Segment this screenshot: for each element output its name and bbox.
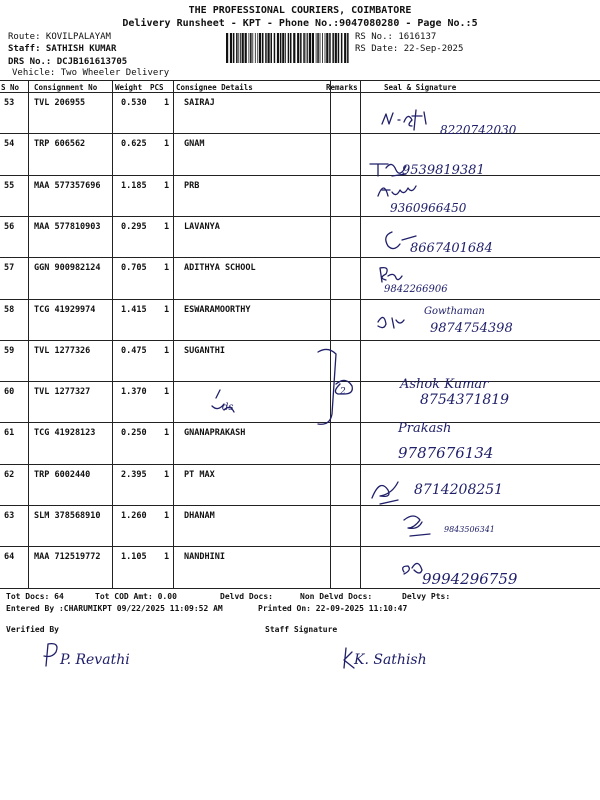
consignment-cell: TVL 206955 (34, 98, 86, 108)
weight-cell: 0.530 (121, 98, 147, 108)
signature-row-56 (386, 232, 493, 256)
consignee-cell: PT MAX (184, 469, 215, 480)
weight-cell: 1.370 (121, 387, 147, 398)
handwritten-name-row-61: Prakash (398, 421, 452, 436)
consignee-cell: ADITHYA SCHOOL (184, 263, 256, 274)
entered-by: Entered By :CHARUMIKPT 09/22/2025 11:09:52 AM (6, 604, 223, 613)
pcs-cell: 1 (164, 263, 170, 274)
consignment-cell: MAA 577357696 (34, 180, 101, 191)
pcs-cell: 1 (164, 139, 170, 150)
total-docs: Tot Docs: 64 (6, 592, 64, 601)
col-consignee-header: Consignee Details (176, 83, 253, 92)
svg-text:K. Sathish: K. Sathish (354, 652, 427, 668)
verified-by-label: Verified By (6, 625, 59, 634)
pcs-cell: 1 (164, 387, 170, 398)
delivered-docs: Delvd Docs: (220, 592, 273, 601)
pcs-cell: 1 (164, 511, 170, 521)
signature-row-64 (403, 563, 518, 588)
consignee-cell: SUGANTHI (184, 345, 225, 356)
sno-cell: 64 (4, 552, 15, 563)
signature-row-53 (382, 110, 517, 137)
phone-row-63: 9843506341 (444, 525, 495, 534)
col-consignment-header: Consignment No (34, 83, 98, 92)
consignee-cell: SAIRAJ (184, 98, 215, 108)
sno-cell: 59 (4, 345, 15, 356)
vehicle-label: Vehicle: Two Wheeler Delivery (12, 68, 170, 78)
consignment-cell: TCG 41929974 (34, 304, 96, 315)
handwritten-name-row-58: Gowthaman (424, 306, 485, 317)
weight-cell: 1.260 (121, 511, 147, 521)
printed-on: Printed On: 22-09-2025 11:10:47 (258, 604, 408, 613)
weight-cell: 0.250 (121, 428, 147, 439)
sno-cell: 53 (4, 98, 15, 108)
remarks-bracket-mark (318, 349, 352, 424)
consignment-cell: TRP 6002440 (34, 469, 91, 480)
sno-cell: 54 (4, 139, 15, 150)
runsheet-title: Delivery Runsheet - KPT - Phone No.:9047080280 - Page No.:5 (122, 18, 478, 29)
weight-cell: 1.105 (121, 552, 147, 563)
remark-mark-row-60: 2 (340, 387, 346, 397)
company-name: THE PROFESSIONAL COURIERS, COIMBATORE (188, 5, 412, 16)
signature-row-58 (378, 306, 513, 336)
weight-cell: 1.185 (121, 180, 147, 191)
pcs-cell: 1 (164, 469, 170, 480)
phone-row-64: 9994296759 (422, 570, 518, 588)
phone-row-62: 8714208251 (414, 482, 504, 498)
sno-cell: 63 (4, 511, 15, 521)
pcs-cell: 1 (164, 428, 170, 439)
staff-signature-label: Staff Signature (265, 625, 338, 634)
staff-label: Staff: SATHISH KUMAR (8, 44, 117, 54)
col-remarks-header: Remarks (326, 83, 358, 92)
consignee-cell: GNAM (184, 139, 205, 150)
phone-row-57: 9842266906 (384, 284, 448, 295)
verified-by-signature (44, 644, 130, 668)
consignee-cell: DHANAM (184, 511, 215, 521)
col-pcs-header: PCS (150, 83, 164, 92)
sno-cell: 56 (4, 221, 15, 232)
phone-row-58: 9874754398 (430, 321, 513, 336)
pcs-cell: 1 (164, 304, 170, 315)
signature-row-60 (212, 377, 509, 413)
consignee-cell: NANDHINI (184, 552, 225, 563)
rs-number: RS No.: 1616137 (355, 32, 437, 42)
col-sno-header: S No (1, 83, 20, 92)
consignee-mark-row-60: ds (222, 402, 234, 413)
non-delivered-docs: Non Delvd Docs: (300, 592, 373, 601)
weight-cell: 0.625 (121, 139, 147, 150)
phone-row-54: 9539819381 (402, 163, 485, 178)
pcs-cell: 1 (164, 345, 170, 356)
staff-signature-mark (344, 648, 427, 668)
sno-cell: 58 (4, 304, 15, 315)
sno-cell: 55 (4, 180, 15, 191)
weight-cell: 2.395 (121, 469, 147, 480)
sno-cell: 57 (4, 263, 15, 274)
pcs-cell: 1 (164, 221, 170, 232)
consignee-cell: GNANAPRAKASH (184, 428, 246, 439)
col-seal-header: Seal & Signature (384, 83, 457, 92)
weight-cell: 0.475 (121, 345, 147, 356)
weight-cell: 1.415 (121, 304, 147, 315)
signature-row-57 (380, 268, 448, 295)
delivery-points: Delvy Pts: (402, 592, 451, 601)
consignment-cell: GGN 900982124 (34, 263, 101, 274)
total-cod: Tot COD Amt: 0.00 (95, 592, 177, 601)
signature-row-54 (370, 163, 485, 178)
drs-number: DRS No.: DCJB161613705 (8, 57, 128, 67)
signature-row-62 (372, 482, 503, 504)
sno-cell: 60 (4, 387, 15, 398)
weight-cell: 0.295 (121, 221, 147, 232)
signature-row-61 (397, 421, 493, 462)
consignment-cell: MAA 577810903 (34, 221, 101, 232)
svg-text:P. Revathi: P. Revathi (60, 652, 130, 668)
consignment-cell: TVL 1277326 (34, 345, 91, 356)
pcs-cell: 1 (164, 552, 170, 563)
phone-row-60: 8754371819 (420, 392, 510, 408)
route-label: Route: KOVILPALAYAM (8, 32, 111, 42)
phone-row-56: 8667401684 (410, 241, 493, 256)
phone-row-55: 9360966450 (390, 201, 467, 215)
pcs-cell: 1 (164, 180, 170, 191)
sno-cell: 62 (4, 469, 15, 480)
col-weight-header: Weight (115, 83, 143, 92)
consignment-cell: MAA 712519772 (34, 552, 101, 563)
phone-row-61: 9787676134 (398, 444, 494, 462)
consignee-cell: PRB (184, 180, 200, 191)
pcs-cell: 1 (164, 98, 170, 108)
consignee-cell: ESWARAMOORTHY (184, 304, 251, 315)
weight-cell: 0.705 (121, 263, 147, 274)
handwritten-name-row-60: Ashok Kumar (400, 377, 489, 392)
consignment-cell: SLM 378568910 (34, 511, 101, 521)
consignment-cell: TVL 1277327 (34, 387, 91, 398)
consignee-cell: LAVANYA (184, 221, 220, 232)
signature-row-63 (404, 516, 495, 536)
consignment-cell: TRP 606562 (34, 139, 86, 150)
signature-row-55 (378, 186, 467, 215)
sno-cell: 61 (4, 428, 15, 439)
phone-row-53: 8220742030 (440, 123, 517, 137)
rs-date: RS Date: 22-Sep-2025 (355, 44, 464, 54)
consignment-cell: TCG 41928123 (34, 428, 96, 439)
